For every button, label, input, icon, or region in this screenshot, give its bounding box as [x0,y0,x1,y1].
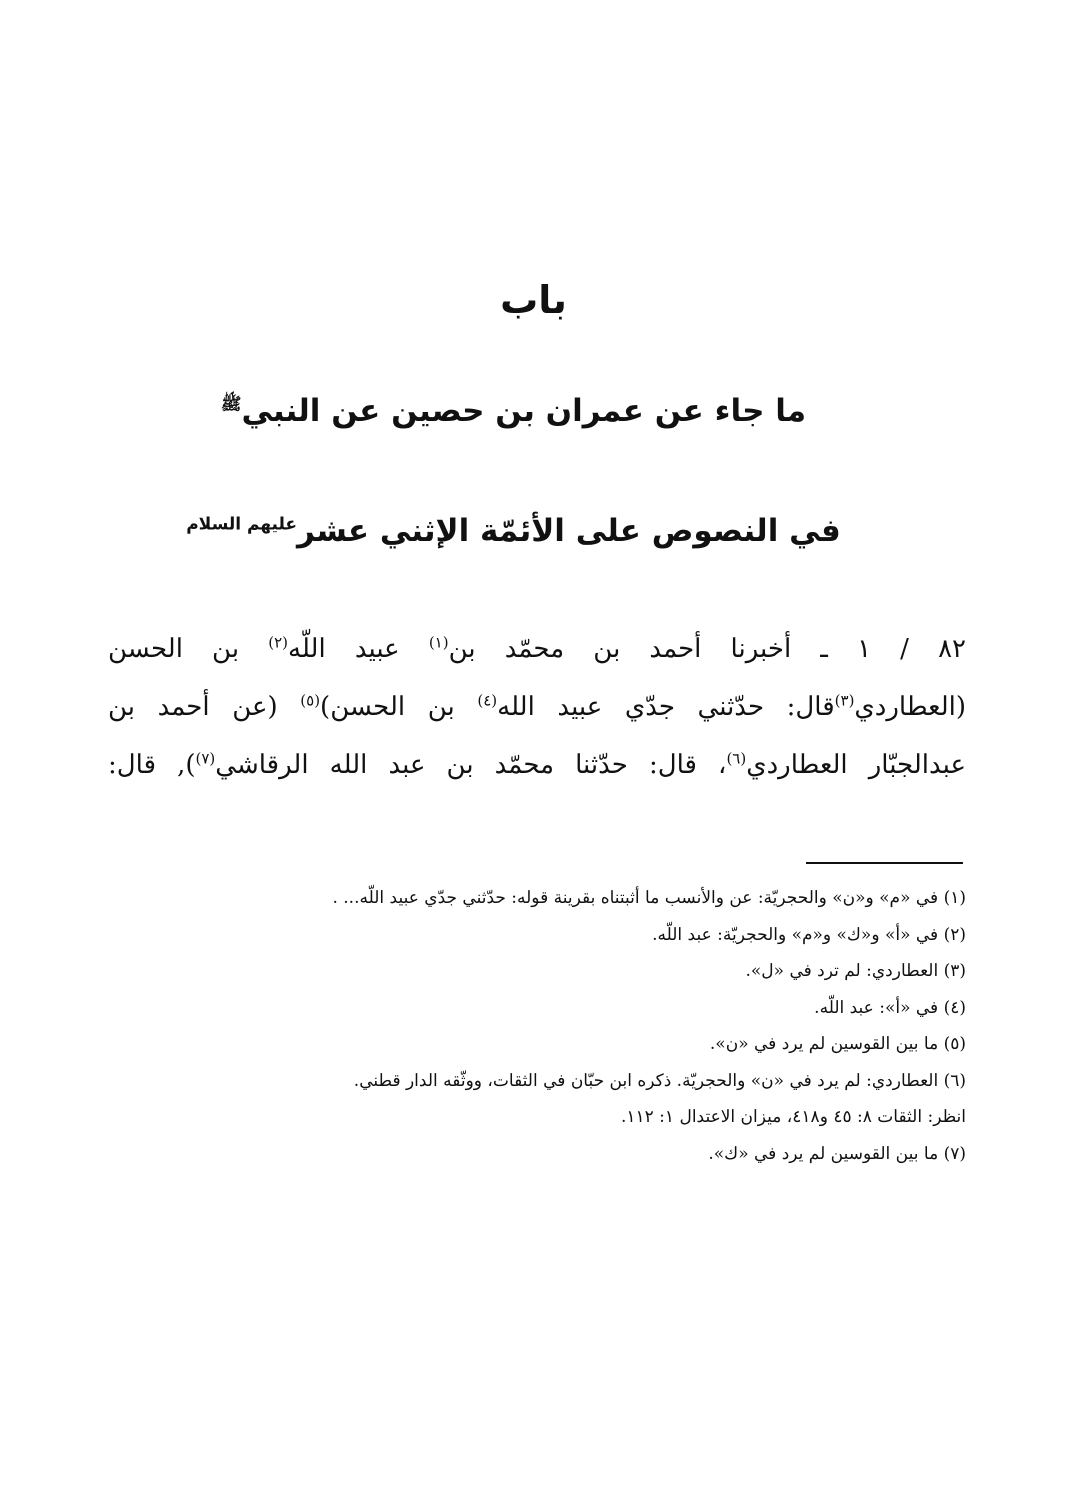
hadith-line-1 [108,620,966,678]
hadith-body [108,620,966,794]
footnote-6: (٦) العطاردي: لم يرد في «ن» والحجريّة. ذكره ابن حبّان في الثقات، ووثّقه الدار قطني. [353,1070,966,1091]
footnote-marker[interactable]: (٧) [195,749,216,768]
footnote-marker[interactable]: (٣) [834,691,855,710]
hadith-text: ), قال: [108,750,196,780]
footnote-marker[interactable]: (٤) [477,691,498,710]
honorific-glyph-prophet: ﷺ [220,394,242,415]
footnote-3: (٣) العطاردي: لم ترد في «ل». [745,961,966,981]
chapter-title-line-2 [0,513,1067,549]
hadith-text: بن الحسن [108,634,269,664]
hadith-text: قال: حدّثني جدّي عبيد الله [497,692,835,722]
footnotes-section [120,880,966,1172]
footnote-7: (٧) ما بين القوسين لم يرد في «ك». [708,1143,966,1164]
footnote-1: (١) في «م» و«ن» والحجريّة: عن والأنسب ما أثبتناه بقرينة قوله: حدّثني جدّي عبيد اللّه... . [332,888,966,908]
footnote-divider [806,862,963,864]
hadith-text: (العطاردي [854,692,966,722]
footnote-2: (٢) في «أ» و«ك» و«م» والحجريّة: عبد اللّه. [652,924,966,945]
hadith-text: ، قال: حدّثنا محمّد بن عبد الله الرقاشي [215,750,727,780]
hadith-text: بن الحسن) [320,692,478,722]
hadith-line-2 [108,678,966,736]
chapter-title-line-1 [0,393,1067,429]
honorific-glyph-imams: عليهم السلام [186,514,298,535]
footnote-6-continuation: انظر: الثقات ٨: ٤٥ و٤١٨، ميزان الاعتدال ١: ١١٢. [620,1107,966,1127]
chapter-label [0,278,1067,322]
footnote-marker[interactable]: (٥) [300,691,321,710]
hadith-text: عبدالجبّار العطاردي [746,750,966,780]
hadith-text: (عن أحمد بن [108,692,301,722]
chapter-title-1-text: ما جاء عن عمران بن حصين عن النبي [241,393,807,429]
hadith-text: عبيد اللّه [288,634,429,664]
footnote-marker[interactable]: (٦) [726,749,747,768]
footnote-5: (٥) ما بين القوسين لم يرد في «ن». [709,1034,966,1054]
footnote-marker[interactable]: (١) [428,633,449,652]
footnote-marker[interactable]: (٢) [268,633,288,652]
chapter-title-2-text: في النصوص على الأئمّة الإثني عشر [297,513,841,549]
chapter-label-text: باب [500,278,567,322]
hadith-text: ٨٢ / ١ ـ أخبرنا أحمد بن محمّد بن [448,634,966,664]
hadith-line-3 [108,736,966,794]
footnote-4: (٤) في «أ»: عبد اللّه. [814,997,966,1018]
